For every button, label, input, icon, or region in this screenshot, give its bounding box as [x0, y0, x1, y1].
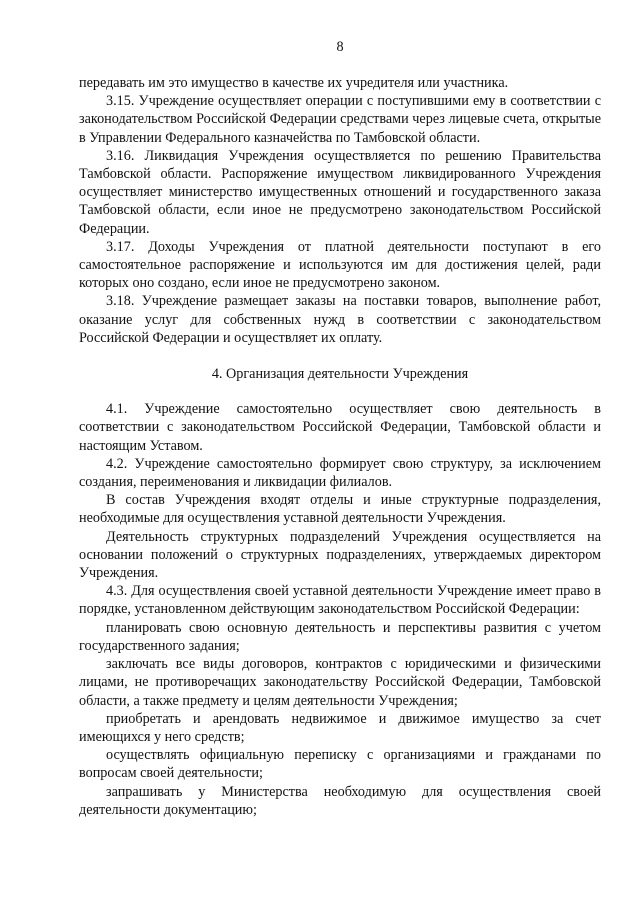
document-body: [79, 74, 601, 819]
paragraph: Деятельность структурных подразделений Учреждения осуществляется на основании положений о структурных подразделениях, утверждаемых директором Учреждения.: [79, 528, 601, 582]
paragraph: В состав Учреждения входят отделы и иные структурные подразделения, необходимые для осуществления уставной деятельности Учреждения.: [79, 492, 601, 527]
list-item: приобретать и арендовать недвижимое и движимое имущество за счет имеющихся у него средств;: [79, 710, 601, 745]
list-item: осуществлять официальную переписку с организациями и гражданами по вопросам своей деятельности;: [79, 747, 601, 782]
page-number: 8: [336, 39, 344, 55]
list-item: планировать свою основную деятельность и перспективы развития с учетом государственного задания;: [79, 619, 601, 654]
paragraph-3-16: 3.16. Ликвидация Учреждения осуществляется по решению Правительства Тамбовской области. Распоряжение имуществом ликвидированного Учреждения осуществляет министерство имущественных отношений и государственного заказа Тамбовской области, если иное не предусмотрено законодательством Российской Федерации.: [79, 147, 601, 237]
list-item: запрашивать у Министерства необходимую для осуществления своей деятельности документацию;: [79, 783, 601, 818]
paragraph-3-17: 3.17. Доходы Учреждения от платной деятельности поступают в его самостоятельное распоряжение и используются им для достижения целей, ради которых оно создано, если иное не предусмотрено законом.: [79, 238, 601, 292]
paragraph-3-15: 3.15. Учреждение осуществляет операции с поступившими ему в соответствии с законодательством Российской Федерации средствами через лицевые счета, открытые в Управлении Федерального казначейства по Тамбовской области.: [79, 93, 601, 146]
section-title: 4. Организация деятельности Учреждения: [211, 366, 469, 383]
paragraph-4-3: 4.3. Для осуществления своей уставной деятельности Учреждение имеет право в порядке, установленном действующим законодательством Российской Федерации:: [79, 583, 601, 618]
paragraph-3-18: 3.18. Учреждение размещает заказы на поставки товаров, выполнение работ, оказание услуг для собственных нужд в соответствии с законодательством Российской Федерации и осуществляет их оплату.: [79, 293, 601, 346]
list-item: заключать все виды договоров, контрактов с юридическими и физическими лицами, не противоречащих законодательству Российской Федерации, Тамбовской области, а также предмету и целям деятельности Учреждения;: [79, 656, 601, 709]
paragraph-4-1: 4.1. Учреждение самостоятельно осуществляет свою деятельность в соответствии с законодательством Российской Федерации, Тамбовской области и настоящим Уставом.: [79, 401, 601, 454]
paragraph: передавать им это имущество в качестве их учредителя или участника.: [79, 75, 509, 91]
paragraph-4-2: 4.2. Учреждение самостоятельно формирует свою структуру, за исключением создания, переименования и ликвидации филиалов.: [79, 455, 601, 491]
